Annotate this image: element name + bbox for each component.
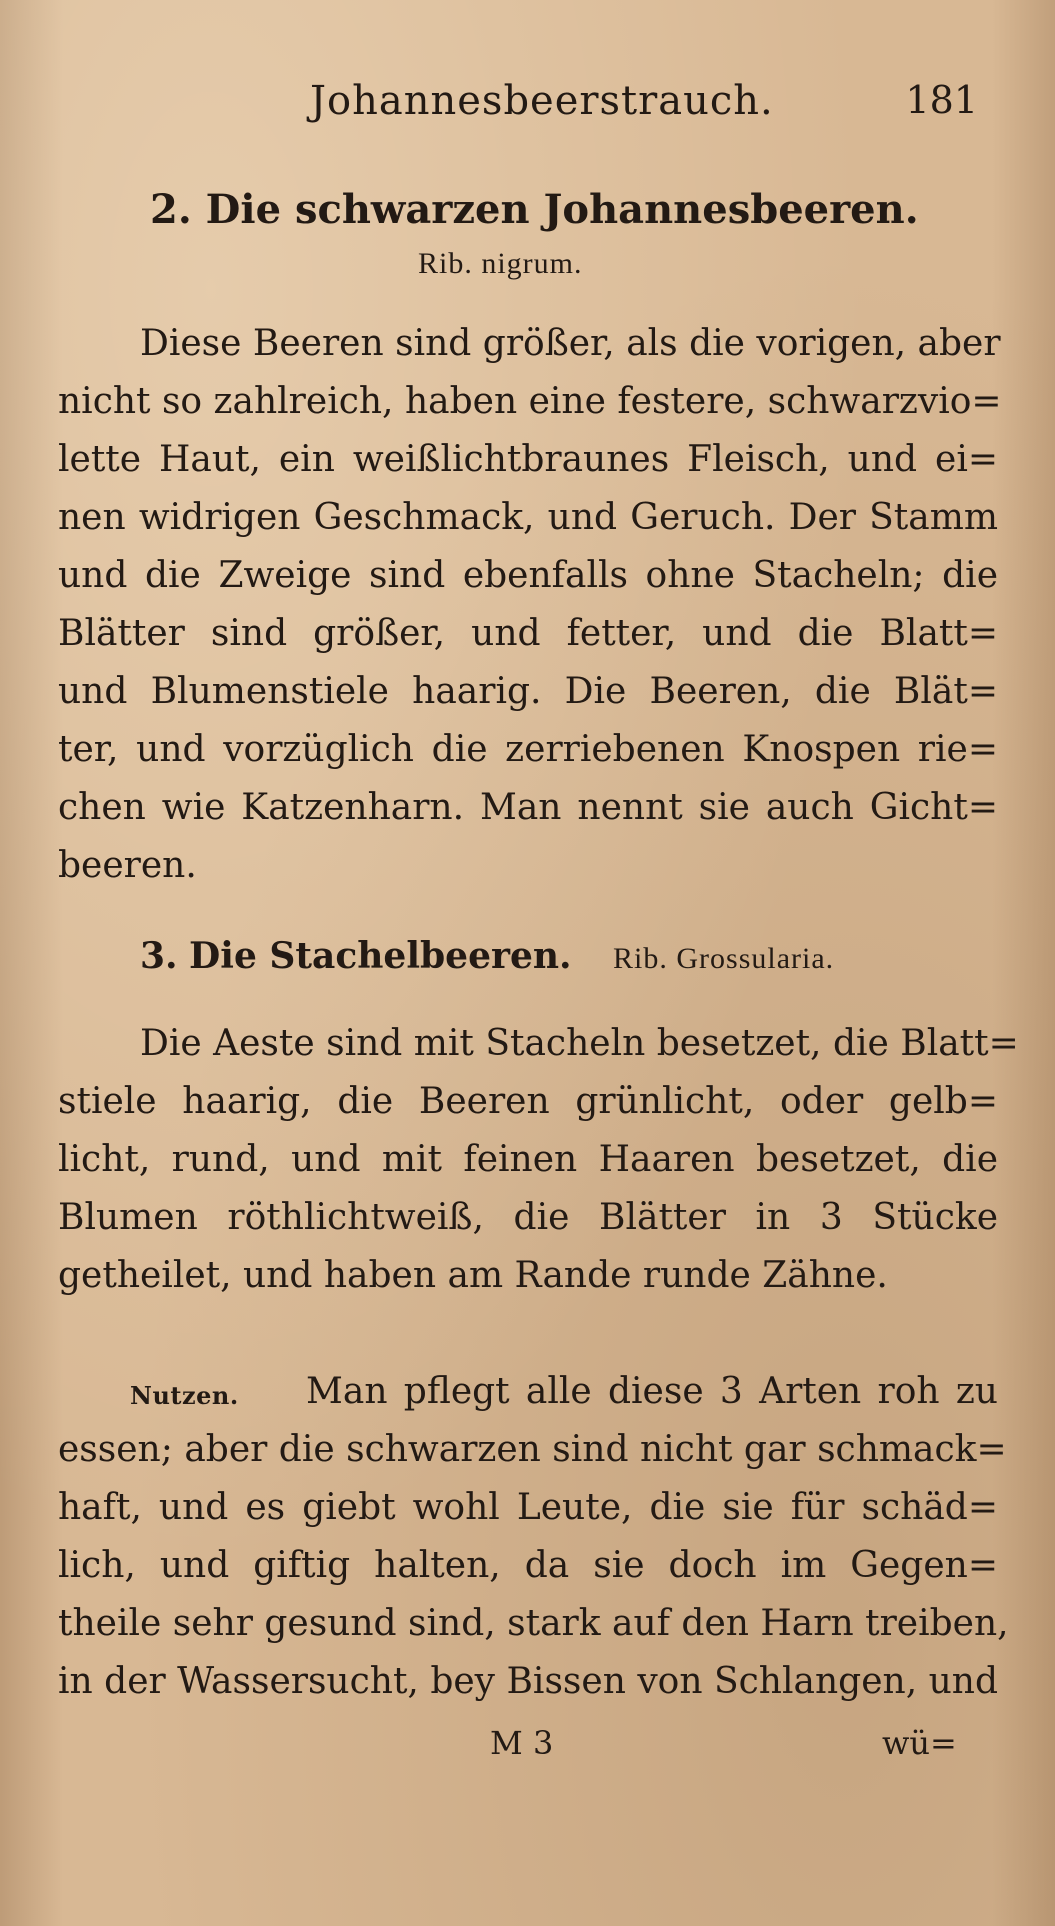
nutzen-line-2: essen; aber die schwarzen sind nicht gar schmack= <box>58 1429 1007 1470</box>
signature-mark: M 3 <box>490 1724 554 1762</box>
page-number: 181 <box>905 78 978 122</box>
section-3-line-2: stiele haarig, die Beeren grünlicht, oder gelb= <box>58 1081 998 1122</box>
margin-note-nutzen: Nutzen. <box>130 1381 239 1410</box>
section-2-line-6: Blätter sind größer, und fetter, und die Blatt= <box>58 613 998 654</box>
section-3-number: 3. <box>140 935 178 977</box>
section-3-line-5: getheilet, und haben am Rande runde Zähne. <box>58 1255 888 1296</box>
section-2-line-7: und Blumenstiele haarig. Die Beeren, die Blät= <box>58 671 998 712</box>
section-3-latin-name: Rib. Grossularia. <box>613 942 835 975</box>
section-2-line-8: ter, und vorzüglich die zerriebenen Knospen rie= <box>58 729 998 770</box>
catchword: wü= <box>882 1724 957 1762</box>
section-2-title: 2. Die schwarzen Johannesbeeren. <box>150 186 919 233</box>
section-2-line-2: nicht so zahlreich, haben eine festere, schwarzvio= <box>58 381 1002 422</box>
section-2-latin-name: Rib. nigrum. <box>418 247 583 280</box>
section-2-line-1: Diese Beeren sind größer, als die vorigen, aber <box>140 323 1001 364</box>
section-3-line-4: Blumen röthlichtweiß, die Blätter in 3 Stücke <box>58 1197 998 1238</box>
section-2-line-4: nen widrigen Geschmack, und Geruch. Der Stamm <box>58 497 998 538</box>
running-head: Johannesbeerstrauch. <box>310 78 774 124</box>
section-2-line-5: und die Zweige sind ebenfalls ohne Stacheln; die <box>58 555 998 596</box>
section-3-line-3: licht, rund, und mit feinen Haaren besetzet, die <box>58 1139 998 1180</box>
section-2-line-10: beeren. <box>58 845 197 886</box>
section-3-title: Die Stachelbeeren. <box>189 935 572 977</box>
nutzen-line-5: theile sehr gesund sind, stark auf den Harn treiben, <box>58 1603 1009 1644</box>
section-3-heading <box>140 928 834 987</box>
nutzen-line-3: haft, und es giebt wohl Leute, die sie für schäd= <box>58 1487 998 1528</box>
page-header <box>310 78 1000 138</box>
section-2-line-9: chen wie Katzenharn. Man nennt sie auch Gicht= <box>58 787 998 828</box>
nutzen-line-6: in der Wassersucht, bey Bissen von Schlangen, und <box>58 1661 998 1702</box>
section-3-line-1: Die Aeste sind mit Stacheln besetzet, die Blatt= <box>140 1023 1019 1064</box>
nutzen-line-4: lich, und giftig halten, da sie doch im Gegen= <box>58 1545 998 1586</box>
section-2-line-3: lette Haut, ein weißlichtbraunes Fleisch, und ei= <box>58 439 998 480</box>
nutzen-line-1: Man pflegt alle diese 3 Arten roh zu <box>306 1371 998 1412</box>
